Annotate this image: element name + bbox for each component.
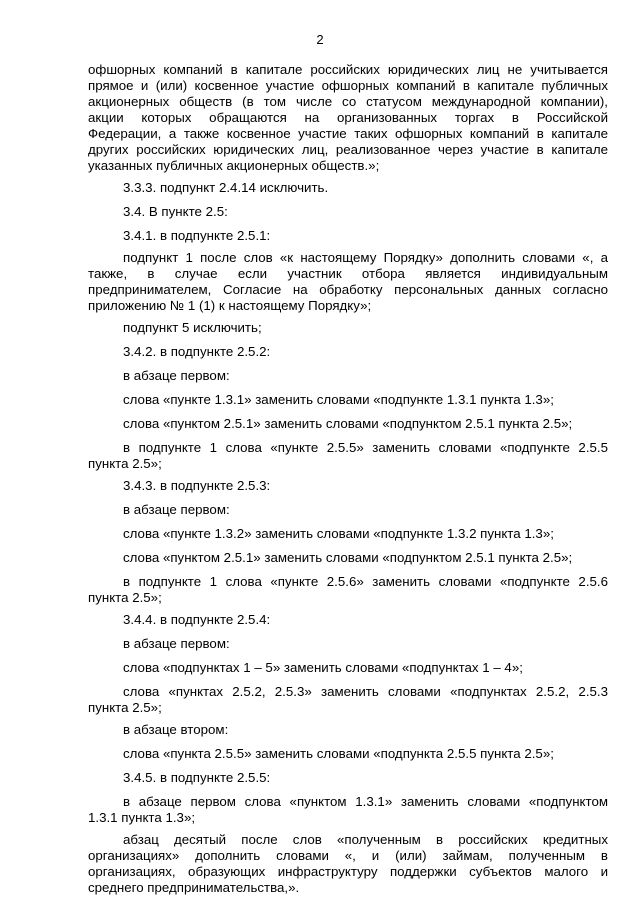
text-line: среднего предпринимательства,». — [88, 880, 300, 895]
text-line: в абзаце первом слова «пунктом 1.3.1» заменить словами «подпунктом — [123, 794, 608, 809]
text-line: указанных публичных акционерных обществ.»; — [88, 158, 380, 173]
text-line: подпункт 1 после слов «к настоящему Порядку» дополнить словами «, а — [123, 250, 608, 265]
text-line: также, в случае если участник отбора является индивидуальным — [88, 266, 608, 281]
paragraph: 3.4.3. в подпункте 2.5.3: — [123, 478, 271, 493]
paragraph: слова «подпунктах 1 – 5» заменить словами «подпунктах 1 – 4»; — [123, 660, 523, 675]
text-line: абзац десятый после слов «полученным в российских кредитных — [123, 832, 608, 847]
text-line: акции которых обращаются на организованных торгах в Российской — [88, 110, 608, 125]
text-line: акционерных обществ (в том числе со статусом международной компании), — [88, 94, 608, 109]
text-line: пункта 2.5»; — [88, 590, 162, 605]
paragraph: 3.4.2. в подпункте 2.5.2: — [123, 344, 271, 359]
paragraph: в абзаце первом: — [123, 502, 230, 517]
text-line: в подпункте 1 слова «пункте 2.5.5» заменить словами «подпункте 2.5.5 — [123, 440, 608, 455]
document-body — [88, 62, 608, 896]
paragraph: подпункт 5 исключить; — [123, 320, 262, 335]
page-number: 2 — [316, 32, 324, 47]
paragraph: слова «пункте 1.3.1» заменить словами «подпункте 1.3.1 пункта 1.3»; — [123, 392, 554, 407]
text-line: офшорных компаний в капитале российских юридических лиц не учитывается — [88, 62, 608, 77]
text-line: предпринимателем, Согласие на обработку персональных данных согласно — [88, 282, 608, 297]
paragraph: в абзаце первом: — [123, 636, 230, 651]
paragraph: слова «пункте 1.3.2» заменить словами «подпункте 1.3.2 пункта 1.3»; — [123, 526, 554, 541]
text-line: приложению № 1 (1) к настоящему Порядку»; — [88, 298, 372, 313]
paragraph: в абзаце втором: — [123, 722, 229, 737]
paragraph: в абзаце первом: — [123, 368, 230, 383]
text-line: пункта 2.5»; — [88, 700, 162, 715]
paragraph: 3.3.3. подпункт 2.4.14 исключить. — [123, 180, 329, 195]
text-line: прямое и (или) косвенное участие офшорных компаний в капитале публичных — [88, 78, 608, 93]
paragraph: слова «пунктом 2.5.1» заменить словами «подпунктом 2.5.1 пункта 2.5»; — [123, 550, 573, 565]
paragraph: 3.4. В пункте 2.5: — [123, 204, 228, 219]
text-line: в подпункте 1 слова «пункте 2.5.6» заменить словами «подпункте 2.5.6 — [123, 574, 608, 589]
paragraph: слова «пункта 2.5.5» заменить словами «подпункта 2.5.5 пункта 2.5»; — [123, 746, 554, 761]
text-line: других российских юридических лиц, реализованное через участие в капитале — [88, 142, 608, 157]
paragraph: 3.4.5. в подпункте 2.5.5: — [123, 770, 271, 785]
text-line: пункта 2.5»; — [88, 456, 162, 471]
paragraph: 3.4.1. в подпункте 2.5.1: — [123, 228, 271, 243]
text-line: 1.3.1 пункта 1.3»; — [88, 810, 196, 825]
text-line: организациях, образующих инфраструктуру поддержки субъектов малого и — [88, 864, 608, 879]
text-line: организациях» дополнить словами «, и (или) займам, полученным в — [88, 848, 608, 863]
text-line: слова «пунктах 2.5.2, 2.5.3» заменить словами «подпунктах 2.5.2, 2.5.3 — [123, 684, 608, 699]
paragraph: 3.4.4. в подпункте 2.5.4: — [123, 612, 271, 627]
paragraph: слова «пунктом 2.5.1» заменить словами «подпунктом 2.5.1 пункта 2.5»; — [123, 416, 573, 431]
text-line: Федерации, а также косвенное участие таких офшорных компаний в капитале — [88, 126, 608, 141]
